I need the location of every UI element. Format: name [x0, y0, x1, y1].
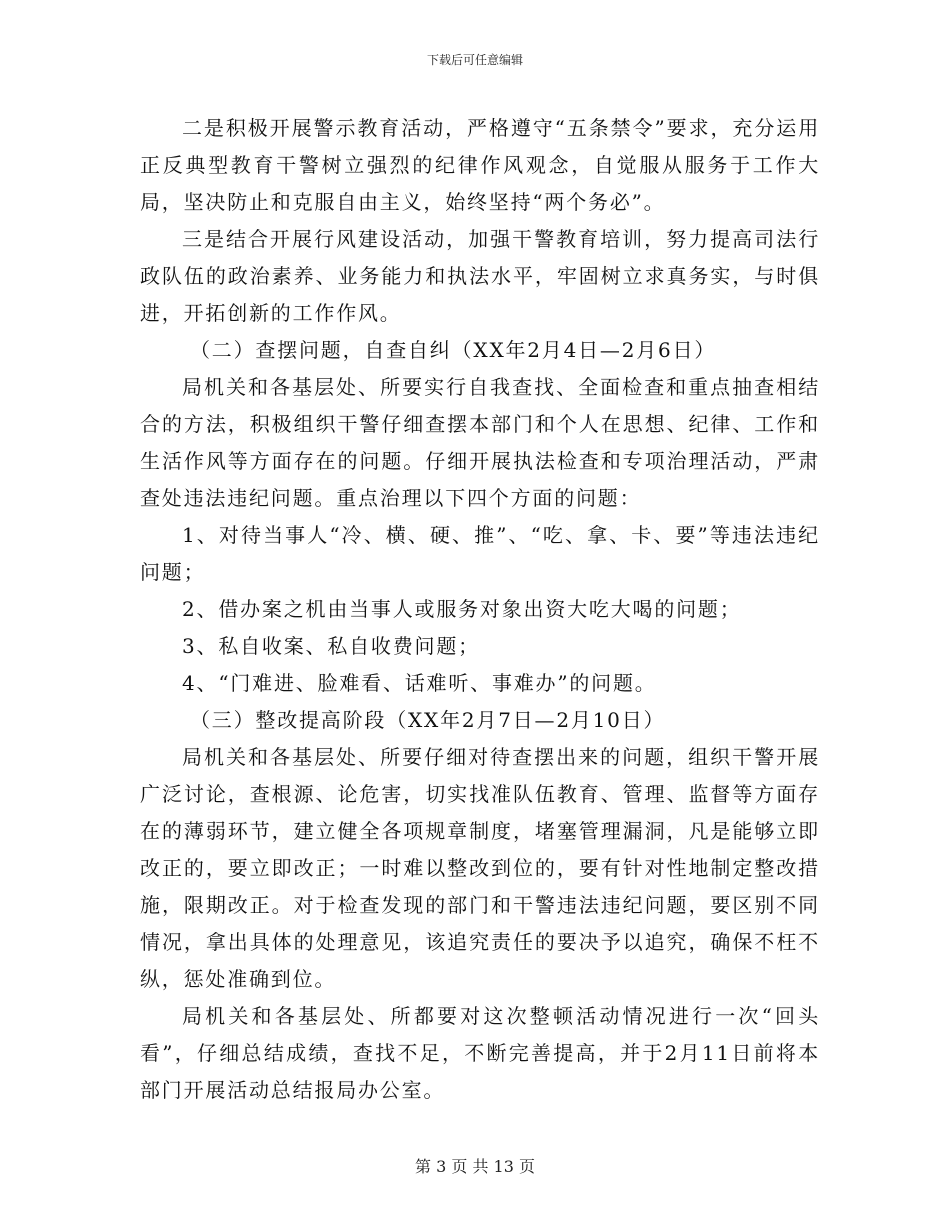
page-header: 下载后可任意编辑 [426, 53, 523, 67]
list-item-issue-3: 3、私自收案、私自收费问题； [182, 634, 480, 658]
page-number-footer: 第 3 页 共 13 页 [415, 1157, 535, 1176]
list-item-issue-2: 2、借办案之机由当事人或服务对象出资大吃大喝的问题； [182, 597, 742, 621]
paragraph-warning-education: 二是积极开展警示教育活动，严格遵守“五条禁令”要求，充分运用正反典型教育干警树立强烈的纪律作风观念，自觉服从服务于工作大局，坚决防止和克服自由主义，始终坚持“两个务必”。 [140, 116, 820, 214]
paragraph-conduct-building: 三是结合开展行风建设活动，加强干警教育培训，努力提高司法行政队伍的政治素养、业务能力和执法水平，牢固树立求真务实，与时俱进，开拓创新的工作作风。 [140, 227, 820, 325]
section-heading-rectification: （三）整改提高阶段（XX年2月7日—2月10日） [190, 708, 666, 732]
paragraph-inspection-method: 局机关和各基层处、所要实行自我查找、全面检查和重点抽查相结合的方法，积极组织干警仔细查摆本部门和个人在思想、纪律、工作和生活作风等方面存在的问题。仔细开展执法检查和专项治理活动，严肃查处违法违纪问题。重点治理以下四个方面的问题： [140, 375, 820, 510]
paragraph-rectification-details: 局机关和各基层处、所要仔细对待查摆出来的问题，组织干警开展广泛讨论，查根源、论危害，切实找准队伍教育、管理、监督等方面存在的薄弱环节，建立健全各项规章制度，堵塞管理漏洞，凡是能够立即改正的，要立即改正；一时难以整改到位的，要有针对性地制定整改措施，限期改正。对于检查发现的部门和干警违法违纪问题，要区别不同情况，拿出具体的处理意见，该追究责任的要决予以追究，确保不枉不纵，惩处准确到位。 [140, 745, 820, 991]
section-heading-self-inspection: （二）查摆问题，自查自纠（XX年2月4日—2月6日） [190, 338, 717, 362]
list-item-issue-1: 1、对待当事人“冷、横、硬、推”、“吃、拿、卡、要”等违法违纪问题； [140, 523, 820, 584]
document-body [140, 110, 820, 1109]
paragraph-review-summary: 局机关和各基层处、所都要对这次整顿活动情况进行一次“回头看”，仔细总结成绩，查找不足，不断完善提高，并于2月11日前将本部门开展活动总结报局办公室。 [140, 1004, 820, 1102]
list-item-issue-4: 4、“门难进、脸难看、话难听、事难办”的问题。 [182, 671, 657, 695]
